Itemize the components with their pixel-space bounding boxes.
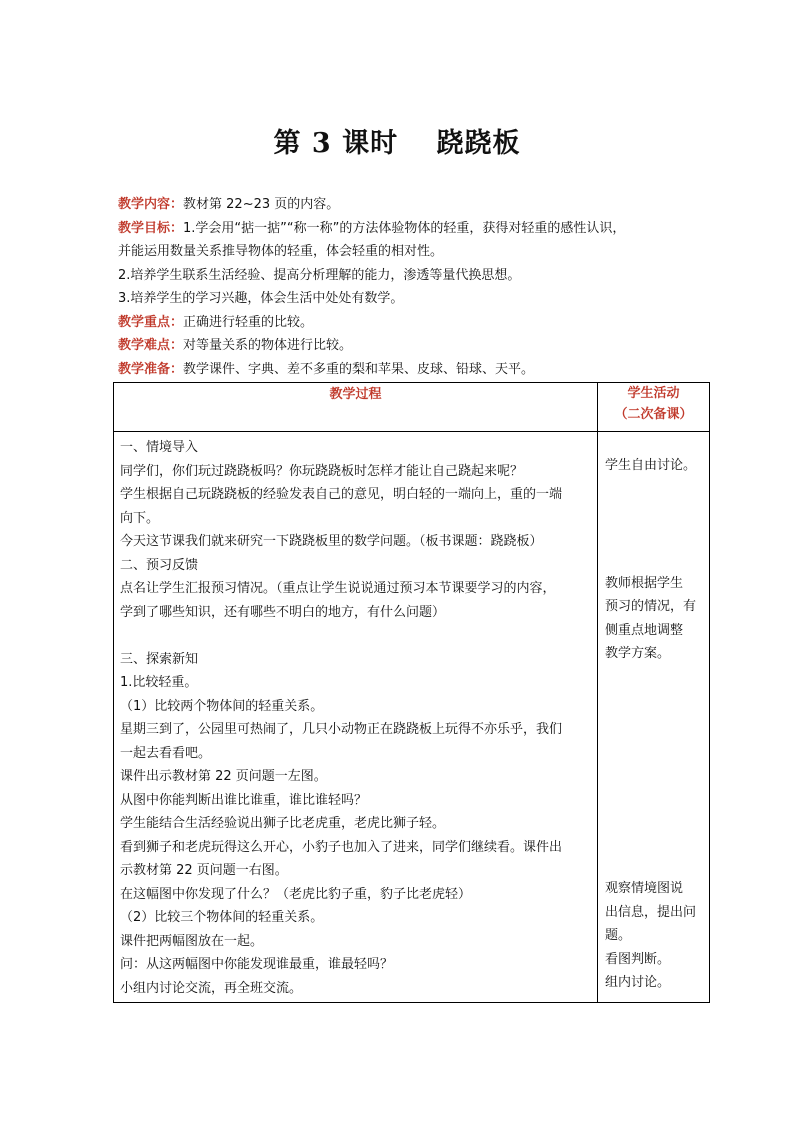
difficulty-line xyxy=(118,334,728,358)
activity-line: 侧重点地调整 xyxy=(605,622,684,638)
content-line xyxy=(118,193,728,217)
difficulty-label: 教学难点： xyxy=(118,338,184,353)
goal-label: 教学目标： xyxy=(118,220,184,236)
goal-text-1: 1.学会用“掂一掂”“称一称”的方法体验物体的轻重，获得对轻重的感性认识， xyxy=(183,220,626,236)
process-line: 问：从这两幅图中你能发现谁最重，谁最轻吗？ xyxy=(120,957,394,972)
header-side-line-1: 学生活动 xyxy=(627,386,680,401)
process-line: 同学们，你们玩过跷跷板吗？你玩跷跷板时怎样才能让自己跷起来呢？ xyxy=(120,463,524,479)
activity-line xyxy=(605,854,703,878)
key-point-text: 正确进行轻重的比较。 xyxy=(183,314,314,330)
activity-line: 预习的情况，有 xyxy=(605,599,697,614)
lesson-meta xyxy=(118,193,728,381)
activity-line xyxy=(605,830,703,854)
process-line: 今天这节课我们就来研究一下跷跷板里的数学问题。（板书课题：跷跷板） xyxy=(120,534,543,549)
activity-line: 教师根据学生 xyxy=(605,575,684,591)
process-line: （1）比较两个物体间的轻重关系。 xyxy=(120,698,324,714)
activity-line: 学生自由讨论。 xyxy=(605,458,697,473)
process-line: 点名让学生汇报预习情况。（重点让学生说说通过预习本节课要学习的内容， xyxy=(120,581,556,596)
activity-line xyxy=(605,501,703,525)
activity-line xyxy=(605,760,703,784)
content-label: 教学内容： xyxy=(118,197,184,212)
process-line: 三、探索新知 xyxy=(120,651,199,667)
activity-line: 观察情境图说 xyxy=(605,881,684,896)
activity-line xyxy=(605,713,703,737)
process-line: 一起去看看吧。 xyxy=(120,745,212,761)
goal-line-3: 2.培养学生联系生活经验、提高分析理解的能力，渗透等量代换思想。 xyxy=(118,267,521,283)
student-activity-cell xyxy=(598,432,710,1003)
process-line: 示教材第 22 页问题一右图。 xyxy=(120,863,288,878)
process-line: 二、预习反馈 xyxy=(120,557,199,573)
process-line: 学生能结合生活经验说出狮子比老虎重，老虎比狮子轻。 xyxy=(120,816,446,831)
process-line: 从图中你能判断出谁比谁重，谁比谁轻吗？ xyxy=(120,792,368,808)
header-student-activity xyxy=(598,383,710,432)
activity-line xyxy=(605,783,703,807)
activity-line: 出信息，提出问 xyxy=(605,904,697,920)
activity-line xyxy=(605,689,703,713)
goal-line-2: 并能运用数量关系推导物体的轻重，体会轻重的相对性。 xyxy=(118,244,444,259)
goal-line-1 xyxy=(118,217,728,241)
student-activity-text xyxy=(598,432,709,995)
preparation-label: 教学准备： xyxy=(118,361,184,377)
content-text: 教材第 22~23 页的内容。 xyxy=(183,197,340,212)
teaching-process-text xyxy=(114,432,597,1002)
process-line: 一、情境导入 xyxy=(120,440,199,455)
activity-line: 组内讨论。 xyxy=(605,975,671,990)
activity-line: 教学方案。 xyxy=(605,646,671,661)
preparation-text: 教学课件、字典、差不多重的梨和苹果、皮球、铅球、天平。 xyxy=(183,361,535,377)
process-line: 星期三到了，公园里可热闹了，几只小动物正在跷跷板上玩得不亦乐乎，我们 xyxy=(120,722,563,737)
process-line: 课件把两幅图放在一起。 xyxy=(120,933,264,949)
preparation-line xyxy=(118,358,728,382)
activity-line: 题。 xyxy=(605,928,632,943)
activity-line xyxy=(605,548,703,572)
process-line: 小组内讨论交流，再全班交流。 xyxy=(120,980,303,996)
header-side-line-2: （二次备课） xyxy=(614,407,693,422)
process-line: 课件出示教材第 22 页问题一左图。 xyxy=(120,769,327,784)
process-line: 学到了哪些知识，还有哪些不明白的地方，有什么问题） xyxy=(120,604,446,620)
activity-line xyxy=(605,525,703,549)
key-point-line xyxy=(118,311,728,335)
key-point-label: 教学重点： xyxy=(118,314,184,330)
activity-line xyxy=(605,666,703,690)
process-line: 在这幅图中你发现了什么？（老虎比豹子重，豹子比老虎轻） xyxy=(120,886,472,902)
activity-line xyxy=(605,736,703,760)
lesson-title: 第 3 课时 跷跷板 xyxy=(273,128,521,159)
teaching-process-cell xyxy=(114,432,598,1003)
activity-line xyxy=(605,478,703,502)
process-line: （2）比较三个物体间的轻重关系。 xyxy=(120,910,324,925)
process-line xyxy=(120,624,591,648)
difficulty-text: 对等量关系的物体进行比较。 xyxy=(183,338,353,353)
activity-line: 看图判断。 xyxy=(605,951,671,967)
process-line: 看到狮子和老虎玩得这么开心，小豹子也加入了进来，同学们继续看。课件出 xyxy=(120,839,563,855)
activity-line xyxy=(605,807,703,831)
header-teaching-process: 教学过程 xyxy=(114,383,598,432)
process-line: 学生根据自己玩跷跷板的经验发表自己的意见，明白轻的一端向上，重的一端 xyxy=(120,487,563,502)
table-body-row xyxy=(114,432,710,1003)
process-line: 向下。 xyxy=(120,510,160,526)
goal-line-4: 3.培养学生的学习兴趣，体会生活中处处有数学。 xyxy=(118,291,404,306)
table-header-row xyxy=(114,383,710,432)
process-line: 1.比较轻重。 xyxy=(120,675,198,690)
lesson-plan-table xyxy=(113,382,710,1003)
